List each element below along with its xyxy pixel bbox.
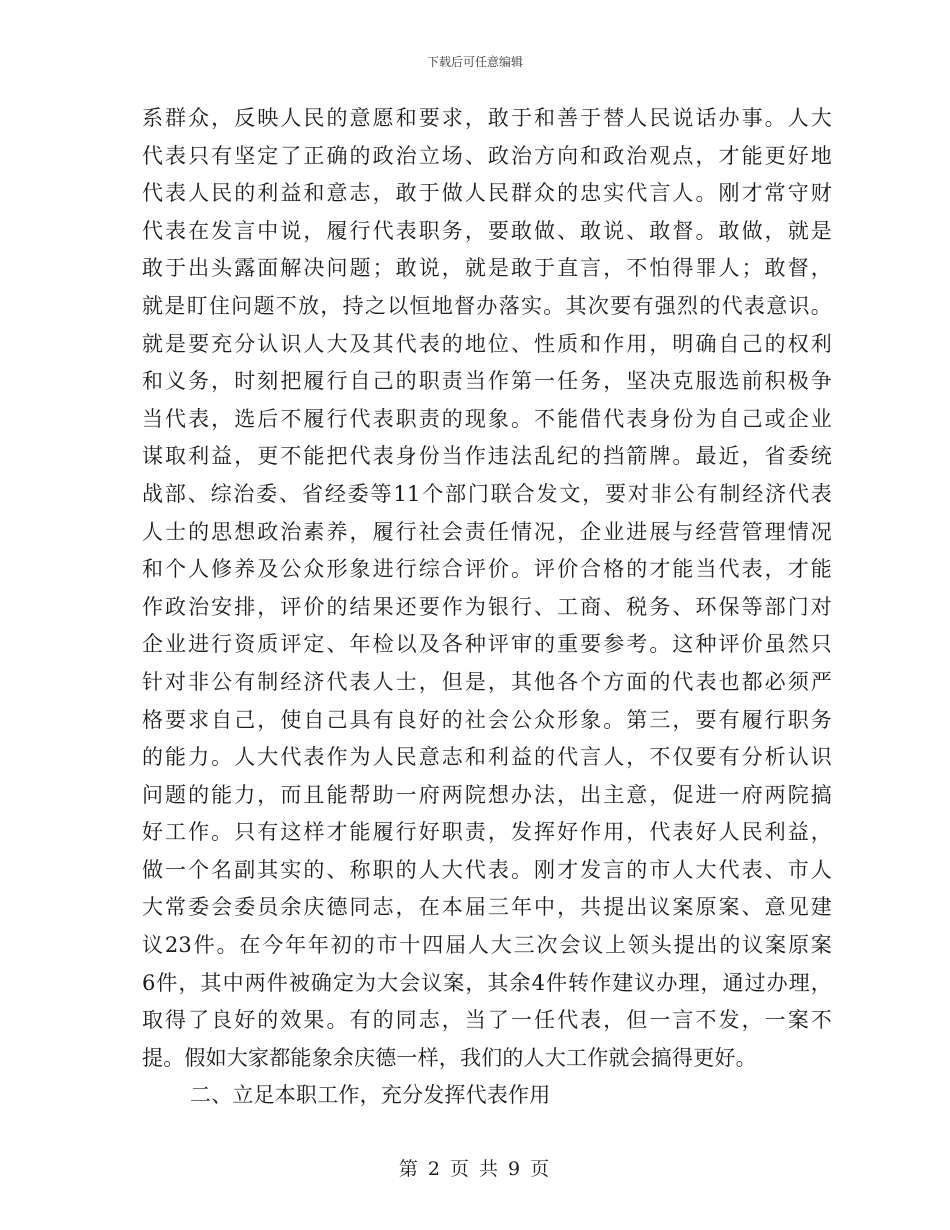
page-header: 下载后可任意编辑 [426,55,523,69]
body-line: 针对非公有制经济代表人士，但是，其他各个方面的代表也都必须严 [142,669,832,694]
body-line: 议23件。在今年年初的市十四届人大三次会议上领头提出的议案原案 [142,933,832,958]
body-line: 大常委会委员余庆德同志，在本届三年中，共提出议案原案、意见建 [142,895,832,920]
document-body [142,100,832,1115]
body-line: 就是要充分认识人大及其代表的地位、性质和作用，明确自己的权利 [142,331,832,356]
section-heading: 二、立足本职工作，充分发挥代表作用 [190,1083,551,1108]
body-line: 6件，其中两件被确定为大会议案，其余4件转作建议办理，通过办理， [142,970,832,995]
body-line: 敢于出头露面解决问题；敢说，就是敢于直言，不怕得罪人；敢督， [142,256,832,281]
body-line: 作政治安排，评价的结果还要作为银行、工商、税务、环保等部门对 [142,594,832,619]
body-line: 谋取利益，更不能把代表身份当作违法乱纪的挡箭牌。最近，省委统 [142,444,832,469]
body-line: 格要求自己，使自己具有良好的社会公众形象。第三，要有履行职务 [142,707,832,732]
body-line: 当代表，选后不履行代表职责的现象。不能借代表身份为自己或企业 [142,406,832,431]
body-line: 提。假如大家都能象余庆德一样，我们的人大工作就会搞得更好。 [142,1045,757,1070]
page-footer: 第 2 页 共 9 页 [398,1158,552,1180]
body-line: 的能力。人大代表作为人民意志和利益的代言人，不仅要有分析认识 [142,745,832,770]
body-line: 企业进行资质评定、年检以及各种评审的重要参考。这种评价虽然只 [142,632,832,657]
body-line: 代表只有坚定了正确的政治立场、政治方向和政治观点，才能更好地 [142,143,832,168]
body-line: 战部、综治委、省经委等11个部门联合发文，要对非公有制经济代表 [142,481,832,506]
body-line: 取得了良好的效果。有的同志，当了一任代表，但一言不发，一案不 [142,1008,832,1033]
body-line: 系群众，反映人民的意愿和要求，敢于和善于替人民说话办事。人大 [142,106,832,130]
body-line: 就是盯住问题不放，持之以恒地督办落实。其次要有强烈的代表意识。 [142,293,832,318]
body-line: 代表在发言中说，履行代表职务，要敢做、敢说、敢督。敢做，就是 [142,218,832,243]
body-line: 做一个名副其实的、称职的人大代表。刚才发言的市人大代表、市人 [142,857,832,882]
body-line: 人士的思想政治素养，履行社会责任情况，企业进展与经营管理情况 [142,519,832,544]
body-line: 问题的能力，而且能帮助一府两院想办法，出主意，促进一府两院搞 [142,782,832,807]
body-line: 代表人民的利益和意志，敢于做人民群众的忠实代言人。刚才常守财 [142,181,832,206]
body-line: 和义务，时刻把履行自己的职责当作第一任务，坚决克服选前积极争 [142,369,832,394]
body-line: 和个人修养及公众形象进行综合评价。评价合格的才能当代表，才能 [142,557,832,582]
body-line: 好工作。只有这样才能履行好职责，发挥好作用，代表好人民利益， [142,820,832,845]
